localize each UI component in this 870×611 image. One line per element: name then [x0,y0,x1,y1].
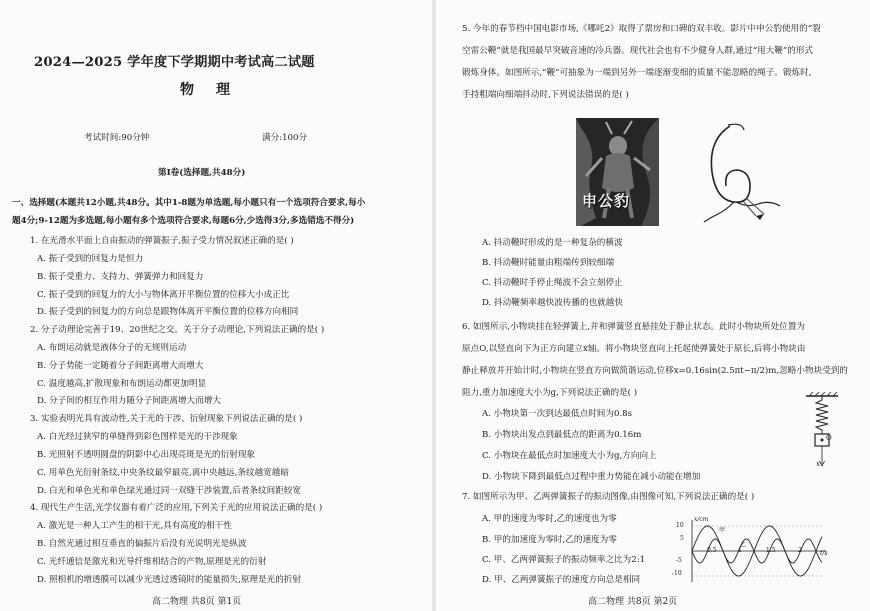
question-7-stem: 7. 如图所示为甲、乙两弹簧振子的振动图像,由图像可知,下列说法正确的是( ) [462,492,755,502]
question-5-option-d: D. 抖动鞭频率越快波传播的也就越快 [482,298,623,308]
question-6-line-3: 静止释放并开始计时,小物块在竖直方向做简谐运动,位移x=0.16sin(2.5πt−π/2)m,忽略小物块受到的 [462,366,848,376]
question-5-option-a: A. 抖动鞭时形成的是一种复杂的横波 [482,238,623,248]
question-2-option-b: B. 分子势能一定随着分子间距离增大而增大 [37,361,204,371]
graph-xtick-1: 1 [738,547,742,554]
question-6-line-4: 阻力,重力加速度大小为g,下列说法正确的是( ) [462,388,638,398]
question-1-option-a: A. 振子受到的回复力是恒力 [37,254,144,264]
question-6-option-b: B. 小物块出发点到最低点的距离为0.16m [482,430,642,440]
exam-time: 考试时间:90分钟 [84,133,150,143]
question-6-line-2: 原点O,以竖直向下为正方向建立x轴。将小物块竖直向上托起使弹簧处于原长,后将小物块由 [462,344,806,354]
page-2 [436,0,870,611]
exam-title: 2024—2025 学年度下学期期中考试高二试题 [34,55,315,70]
graph-series-yi-label: 乙 [740,542,747,549]
page-2-footer: 高二物理 共8页 第2页 [588,597,678,607]
question-4-option-a: A. 激光是一种人工产生的相干光,具有高度的相干性 [37,521,232,531]
question-1-option-c: C. 振子受到的回复力的大小与物体离开平衡位置的位移大小成正比 [37,290,290,300]
question-2-option-c: C. 温度越高,扩散现象和布朗运动都更加明显 [37,379,207,389]
question-1-stem: 1. 在光滑水平面上自由振动的弹簧振子,振子受力情况叙述正确的是( ) [30,236,294,246]
poster-title: 申公豹 [582,192,631,210]
question-4-option-c: C. 光纤通信是激光和光导纤维相结合的产物,原理是光的衍射 [37,557,267,567]
subject-title: 物理 [180,82,252,98]
question-5-line-3: 锻炼身体。如图所示,“鞭”可抽象为一端到另外一端逐渐变细的质量不能忽略的绳子。锻炼时, [462,68,812,78]
question-1-option-b: B. 振子受重力、支持力、弹簧弹力和回复力 [37,272,204,282]
spring-block-diagram [802,392,842,470]
vibration-graph [682,518,830,584]
question-2-option-d: D. 分子间的相互作用力随分子间距离增大而增大 [37,396,221,406]
graph-xtick-2: 2 [798,547,802,554]
graph-ylabel: x/cm [694,516,709,523]
question-7-option-d: D. 甲、乙两弹簧振子的速度方向总是相同 [482,575,641,585]
question-7-option-b: B. 甲的加速度为零时,乙的速度为零 [482,535,617,545]
question-5-option-b: B. 抖动鞭时能量由粗端传到较细端 [482,258,615,268]
question-2-option-a: A. 布朗运动就是液体分子的无规则运动 [37,343,187,353]
spring-axis-label: x [816,460,820,468]
question-5-line-2: 空雷公鞭”就是我国最早突破音速的冷兵器。现代社会也有不少健身人群,通过“甩大鞭”的形式 [462,46,814,56]
question-1-option-d: D. 振子受到的回复力的方向总是跟物体离开平衡位置的位移方向相同 [37,307,299,317]
graph-xtick-0-5: 0.5 [707,547,717,554]
question-4-option-d: D. 照相机的增透膜可以减少光透过透镜时的能量损失,原理是光的折射 [37,575,301,585]
full-score: 满分:100分 [262,133,308,143]
question-2-stem: 2. 分子动理论完善于19、20世纪之交。关于分子动理论,下列说法正确的是( ) [30,325,325,335]
graph-xlabel: t/s [820,550,828,557]
question-4-option-b: B. 自然光通过相互垂直的偏振片后没有光说明光是纵波 [37,539,247,549]
instructions-line-2: 题4分;9-12题为多选题,每小题有多个选项符合要求,每题6分,少选得3分,多选错选不得分) [12,216,355,226]
question-5-line-1: 5. 今年的春节档中国电影市场,《哪吒2》取得了票房和口碑的双丰收。影片中申公豹使用的“裂 [462,24,821,34]
movie-poster-image [576,118,659,226]
spring-origin-label: O [826,434,832,442]
question-6-option-c: C. 小物块在最低点时加速度大小为g,方向向上 [482,451,657,461]
question-5-option-c: C. 抖动鞭时手停止绳波不会立刻停止 [482,278,623,288]
graph-series-jia-label: 甲 [719,527,726,534]
question-5-line-4: 手持粗端向细端抖动时,下列说法错误的是( ) [462,90,629,100]
question-3-option-c: C. 用单色光衍射条纹,中央条纹最窄最亮,离中央越远,条纹越宽越暗 [37,468,289,478]
section-title: 第Ⅰ卷(选择题,共48分) [158,168,246,178]
page-1-footer: 高二物理 共8页 第1页 [152,597,242,607]
question-3-stem: 3. 实验表明光具有波动性,关于光的干涉、衍射现象下列说法正确的是( ) [30,414,303,424]
graph-ytick-neg5: -5 [676,557,682,564]
question-3-option-a: A. 白光经过狭窄的单缝得到彩色图样是光的干涉现象 [37,432,238,442]
whip-icon [698,120,786,225]
question-7-option-a: A. 甲的速度为零时,乙的速度也为零 [482,514,617,524]
question-6-option-a: A. 小物块第一次到达最低点时间为0.8s [482,409,633,419]
instructions-line-1: 一、选择题(本题共12小题,共48分。其中1-8题为单选题,每小题只有一个选项符合要求,每小 [12,198,366,208]
question-3-option-d: D. 白光和单色光和单色绿光通过同一双缝干涉装置,后者条纹间距较宽 [37,486,301,496]
graph-ytick-neg10: -10 [672,570,682,577]
question-6-line-1: 6. 如图所示,小物块挂在轻弹簧上,并和弹簧竖直悬挂处于静止状态。此时小物块所处位置为 [462,322,805,332]
question-4-stem: 4. 现代生产生活,光学仪器有着广泛的应用,下列关于光的应用说法正确的是( ) [30,503,323,513]
graph-ytick-5: 5 [680,535,684,542]
graph-xtick-1-5: 1.5 [766,547,776,554]
question-3-option-b: B. 光照射不透明圆盘的阴影中心出现亮斑是光的衍射现象 [37,450,256,460]
question-7-option-c: C. 甲、乙两弹簧振子的振动频率之比为2:1 [482,555,646,565]
graph-ytick-10: 10 [676,522,684,529]
question-6-option-d: D. 小物块下降到最低点过程中重力势能在减小动能在增加 [482,472,701,482]
page-1 [0,0,432,611]
